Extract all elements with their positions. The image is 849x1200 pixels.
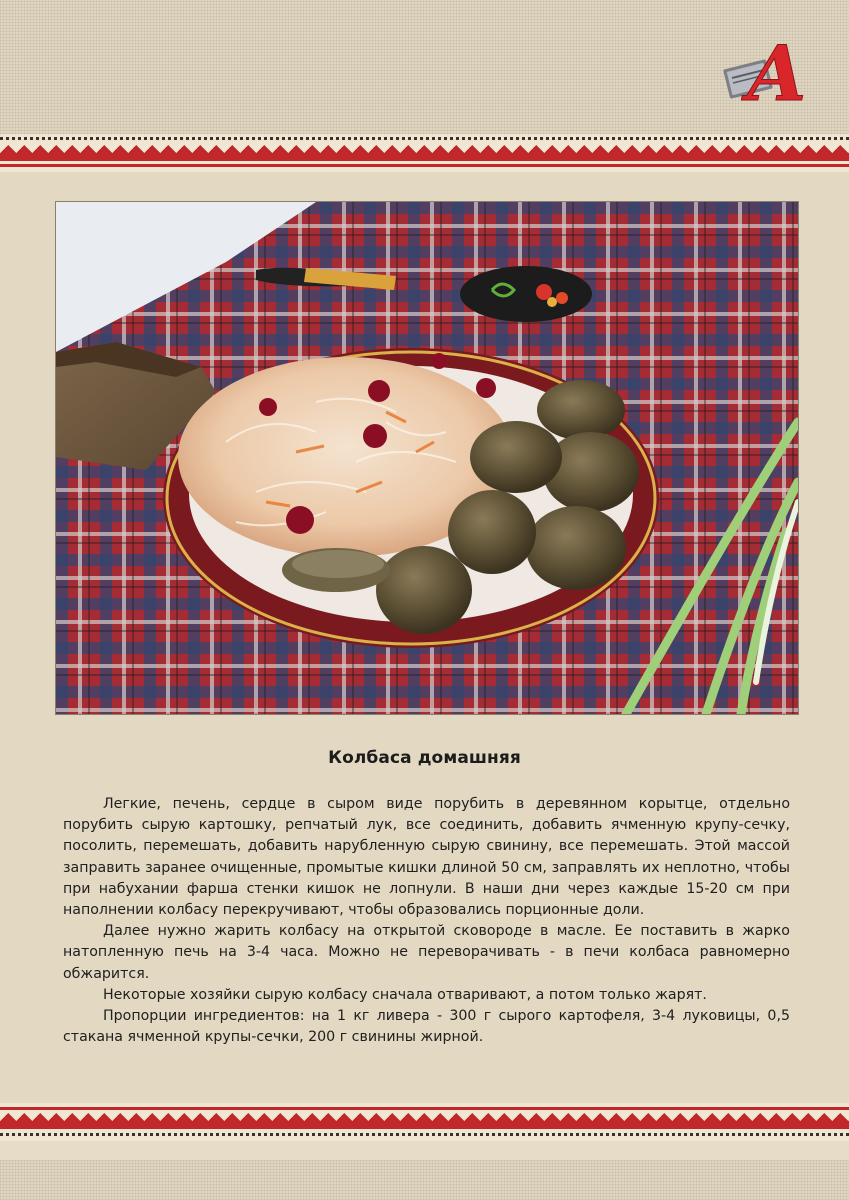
recipe-paragraph: Легкие, печень, сердце в сыром виде порубить в деревянном корытце, отдельно порубить сырую картошку, репчатый лук, все соединить, добавить ячменную крупу-сечку, посолить, перемешать, добавить нарубленную сырую свинину, все перемешать. Этой массой заправить заранее очищенные, промытые кишки длиной 50 см, заправлять их неплотно, чтобы при набухании фарша стенки кишок не лопнули. В наши дни через каждые 15-20 см при наполнении колбасу перекручивают, чтобы образовались порционные доли. <box>63 796 790 919</box>
book-letter-logo-icon <box>716 26 804 114</box>
linen-footer-background <box>0 1160 849 1200</box>
recipe-paragraph: Далее нужно жарить колбасу на открытой сковороде в масле. Ее поставить в жарко натопленную печь на 3-4 часа. Можно не переворачивать - в печи колбаса равномерно обжарится. <box>63 923 790 982</box>
top-red-line <box>0 164 849 167</box>
recipe-paragraph: Пропорции ингредиентов: на 1 кг ливера - 300 г сырого картофеля, 3-4 луковицы, 0,5 стакана ячменной крупы-сечки, 200 г свинины жирной. <box>63 1008 790 1046</box>
bottom-zigzag-ornament <box>0 1113 849 1129</box>
recipe-title: Колбаса домашняя <box>328 748 521 768</box>
recipe-photo <box>55 201 799 715</box>
recipe-paragraph: Некоторые хозяйки сырую колбасу сначала отваривают, а потом только жарят. <box>103 986 707 1003</box>
top-stitch-line <box>0 137 849 140</box>
logo-letter: А <box>746 29 804 114</box>
recipe-body <box>63 794 790 1048</box>
bottom-red-line <box>0 1107 849 1110</box>
bottom-stitch-line <box>0 1133 849 1136</box>
top-zigzag-ornament <box>0 145 849 161</box>
